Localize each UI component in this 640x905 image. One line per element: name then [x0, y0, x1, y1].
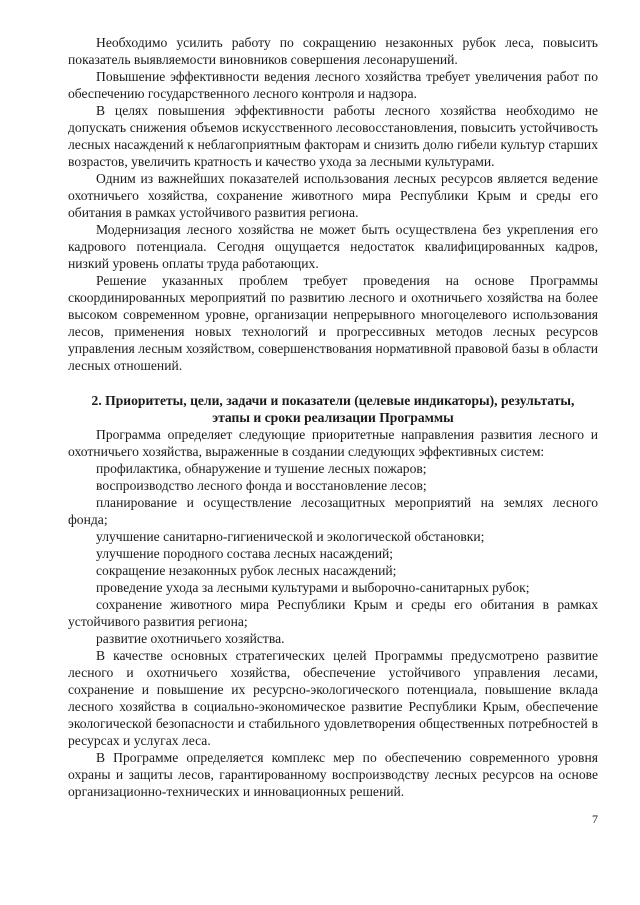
list-item: сохранение животного мира Республики Крым и среды его обитания в рамках устойчивого развития региона;	[68, 597, 598, 629]
paragraph: Решение указанных проблем требует проведения на основе Программы скоординированных мероприятий по развитию лесного и охотничьего хозяйства на более высоком современном уровне, организации непрерывного многоцелевого использования лесов, применения новых технологий и прогрессивных методов лесных ресурсов управления лесным хозяйством, совершенствования нормативной правовой базы в области лесных отношений.	[68, 273, 598, 373]
list-item: воспроизводство лесного фонда и восстановление лесов;	[96, 478, 427, 493]
page-number: 7	[592, 812, 598, 826]
section-heading-line: этапы и сроки реализации Программы	[212, 410, 454, 425]
list-item: развитие охотничьего хозяйства.	[96, 631, 285, 646]
list-item: профилактика, обнаружение и тушение лесных пожаров;	[96, 461, 427, 476]
list-item: планирование и осуществление лесозащитных мероприятий на землях лесного фонда;	[68, 495, 598, 527]
list-item: улучшение породного состава лесных насаждений;	[96, 546, 394, 561]
intro-section	[68, 34, 598, 374]
list-item: проведение ухода за лесными культурами и выборочно-санитарных рубок;	[96, 580, 530, 595]
list-item: улучшение санитарно-гигиенической и экологической обстановки;	[96, 529, 485, 544]
paragraph: Программа определяет следующие приоритетные направления развития лесного и охотничьего хозяйства, выраженные в создании следующих эффективных систем:	[68, 427, 598, 459]
document-page	[68, 34, 598, 800]
list-item: сокращение незаконных рубок лесных насаждений;	[96, 563, 397, 578]
paragraph: Повышение эффективности ведения лесного хозяйства требует увеличения работ по обеспечению государственного лесного контроля и надзора.	[68, 69, 598, 101]
section-heading-line: 2. Приоритеты, цели, задачи и показатели (целевые индикаторы), результаты,	[91, 393, 575, 408]
paragraph: В Программе определяется комплекс мер по обеспечению современного уровня охраны и защиты лесов, гарантированному воспроизводству лесных ресурсов на основе организационно-технических и инновационных решений.	[68, 750, 598, 799]
paragraph: Необходимо усилить работу по сокращению незаконных рубок леса, повысить показатель выявляемости виновников совершения лесонарушений.	[68, 35, 598, 67]
goals-section	[68, 647, 598, 800]
paragraph: В целях повышения эффективности работы лесного хозяйства необходимо не допускать снижения объемов искусственного лесовосстановления, повысить устойчивость лесных насаждений к неблагоприятным факторам и снизить долю гибели культур старших возрастов, увеличить кратность и качество ухода за лесными культурами.	[68, 103, 598, 169]
paragraph: Одним из важнейших показателей использования лесных ресурсов является ведение охотничьего хозяйства, сохранение животного мира Республики Крым и среды его обитания в рамках устойчивого развития региона.	[68, 171, 598, 220]
priorities-section	[68, 426, 598, 647]
section-heading	[68, 392, 598, 426]
paragraph: Модернизация лесного хозяйства не может быть осуществлена без укрепления его кадрового потенциала. Сегодня ощущается недостаток квалифицированных кадров, низкий уровень оплаты труда работающих.	[68, 222, 598, 271]
paragraph: В качестве основных стратегических целей Программы предусмотрено развитие лесного и охотничьего хозяйства, обеспечение устойчивого управления лесами, сохранение и повышение их ресурсно-экологического потенциала, повышение вклада лесного хозяйства в социально-экономическое развитие Республики Крым, обеспечение экологической безопасности и стабильного удовлетворения общественных потребностей в ресурсах и услугах леса.	[68, 648, 598, 748]
